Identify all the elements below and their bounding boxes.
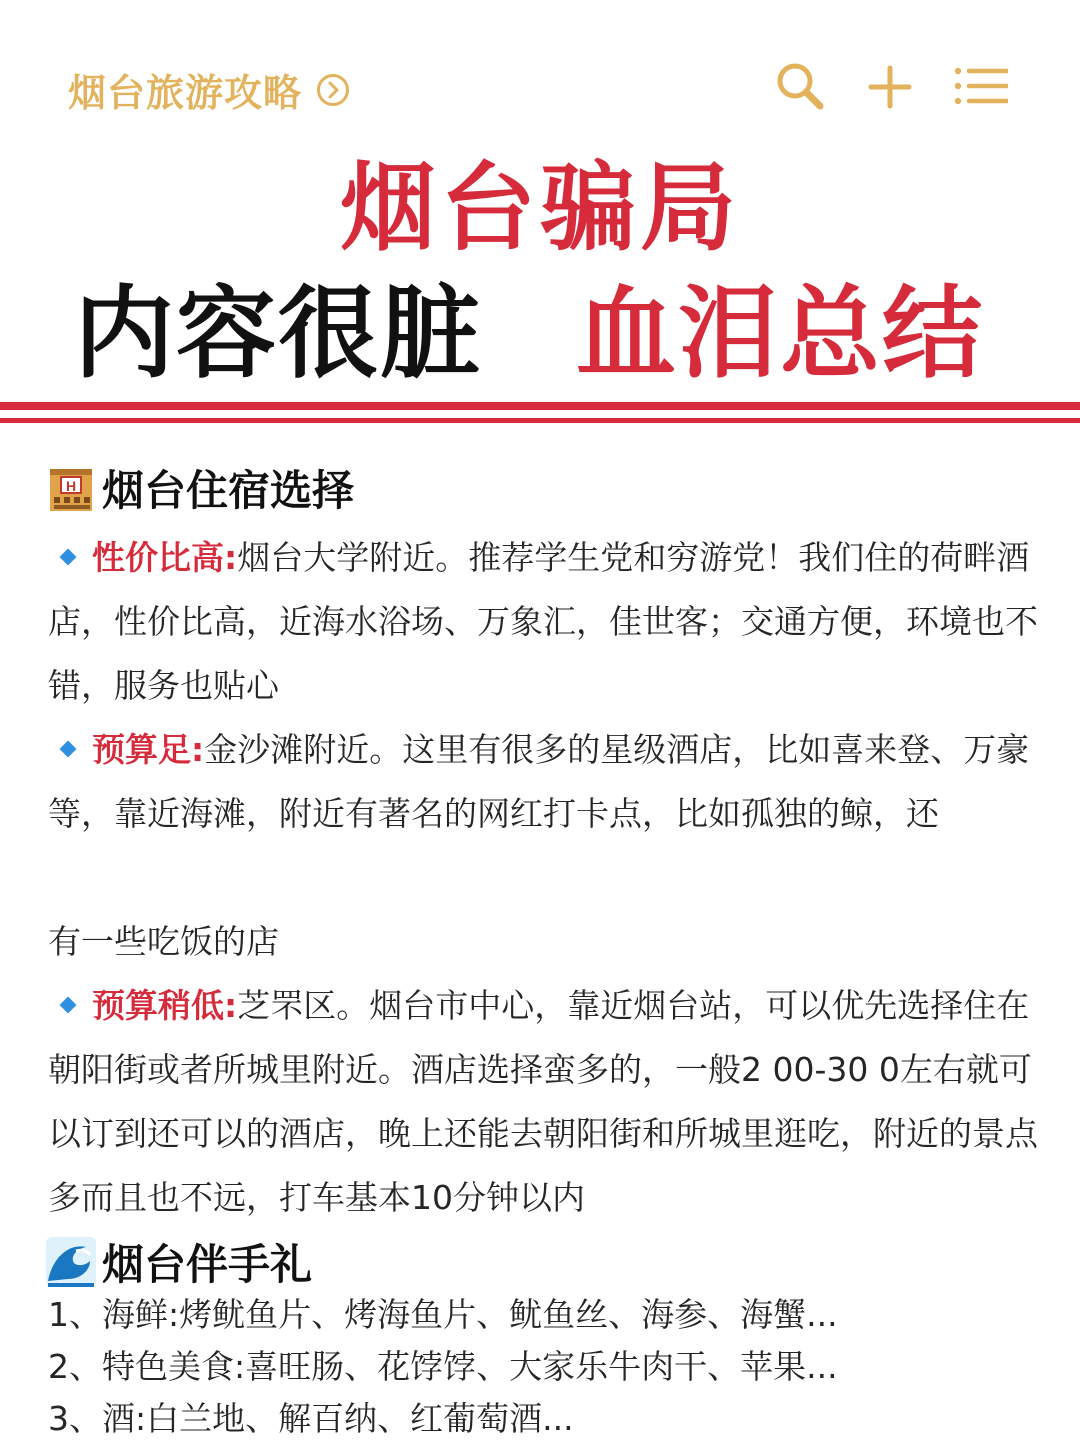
menu-list-icon[interactable] (952, 58, 1008, 114)
top-bar (0, 0, 1080, 170)
breadcrumb-link[interactable] (68, 62, 350, 117)
item-key: 预算足: (92, 730, 205, 769)
title-line-2-left: 内容很脏 (74, 275, 482, 392)
souvenir-item-3: 3、酒:白兰地、解百纳、红葡萄酒... (48, 1399, 574, 1438)
section-souvenirs-heading (46, 1232, 312, 1292)
item-key: 预算稍低: (92, 986, 238, 1025)
bullet-diamond-icon (60, 740, 77, 757)
souvenir-item-1: 1、海鲜:烤鱿鱼片、烤海鱼片、鱿鱼丝、海参、海蟹... (48, 1295, 838, 1334)
chevron-right-circle-icon (316, 73, 350, 107)
search-icon[interactable] (772, 58, 828, 114)
title-line-1: 烟台骗局 (340, 152, 740, 264)
divider-thin (0, 418, 1080, 423)
section-accommodation-title: 烟台住宿选择 (102, 466, 355, 515)
wave-icon (46, 1237, 96, 1287)
plus-icon[interactable] (862, 58, 918, 114)
item-text: 烟台大学附近。推荐学生党和穷游党！我们住的荷畔酒店，性价比高，近海水浴场、万象汇，佳世客；交通方便，环境也不错，服务也贴心 (48, 538, 1038, 705)
section-souvenirs-title: 烟台伴手礼 (102, 1240, 313, 1289)
item-text: 金沙滩附近。这里有很多的星级酒店，比如喜来登、万豪等，靠近海滩，附近有著名的网红打卡点，比如孤独的鲸，还 (48, 730, 1030, 833)
hotel-icon (46, 463, 96, 513)
item-text: 芝罘区。烟台市中心，靠近烟台站，可以优先选择住在朝阳街或者所城里附近。酒店选择蛮多的，一般2 00-30 0左右就可以订到还可以的酒店，晚上还能去朝阳街和所城里逛吃，附近的景点多而且也不远，打车基本10分钟以内 (48, 986, 1038, 1217)
title-line-2-right: 血泪总结 (576, 275, 984, 392)
section-accommodation-heading (46, 458, 354, 518)
bullet-diamond-icon (60, 996, 77, 1013)
souvenir-item-2: 2、特色美食:喜旺肠、花饽饽、大家乐牛肉干、苹果... (48, 1347, 838, 1386)
svg-text:H: H (65, 478, 77, 494)
accommodation-item-3 (48, 974, 1038, 1230)
accommodation-item-2 (48, 718, 1038, 846)
item-key: 性价比高: (92, 538, 238, 577)
bullet-diamond-icon (60, 548, 77, 565)
accommodation-item-2-extra: 有一些吃饭的店 (48, 922, 279, 961)
breadcrumb-text: 烟台旅游攻略 (68, 71, 303, 115)
accommodation-item-1 (48, 526, 1038, 718)
divider-thick (0, 402, 1080, 410)
